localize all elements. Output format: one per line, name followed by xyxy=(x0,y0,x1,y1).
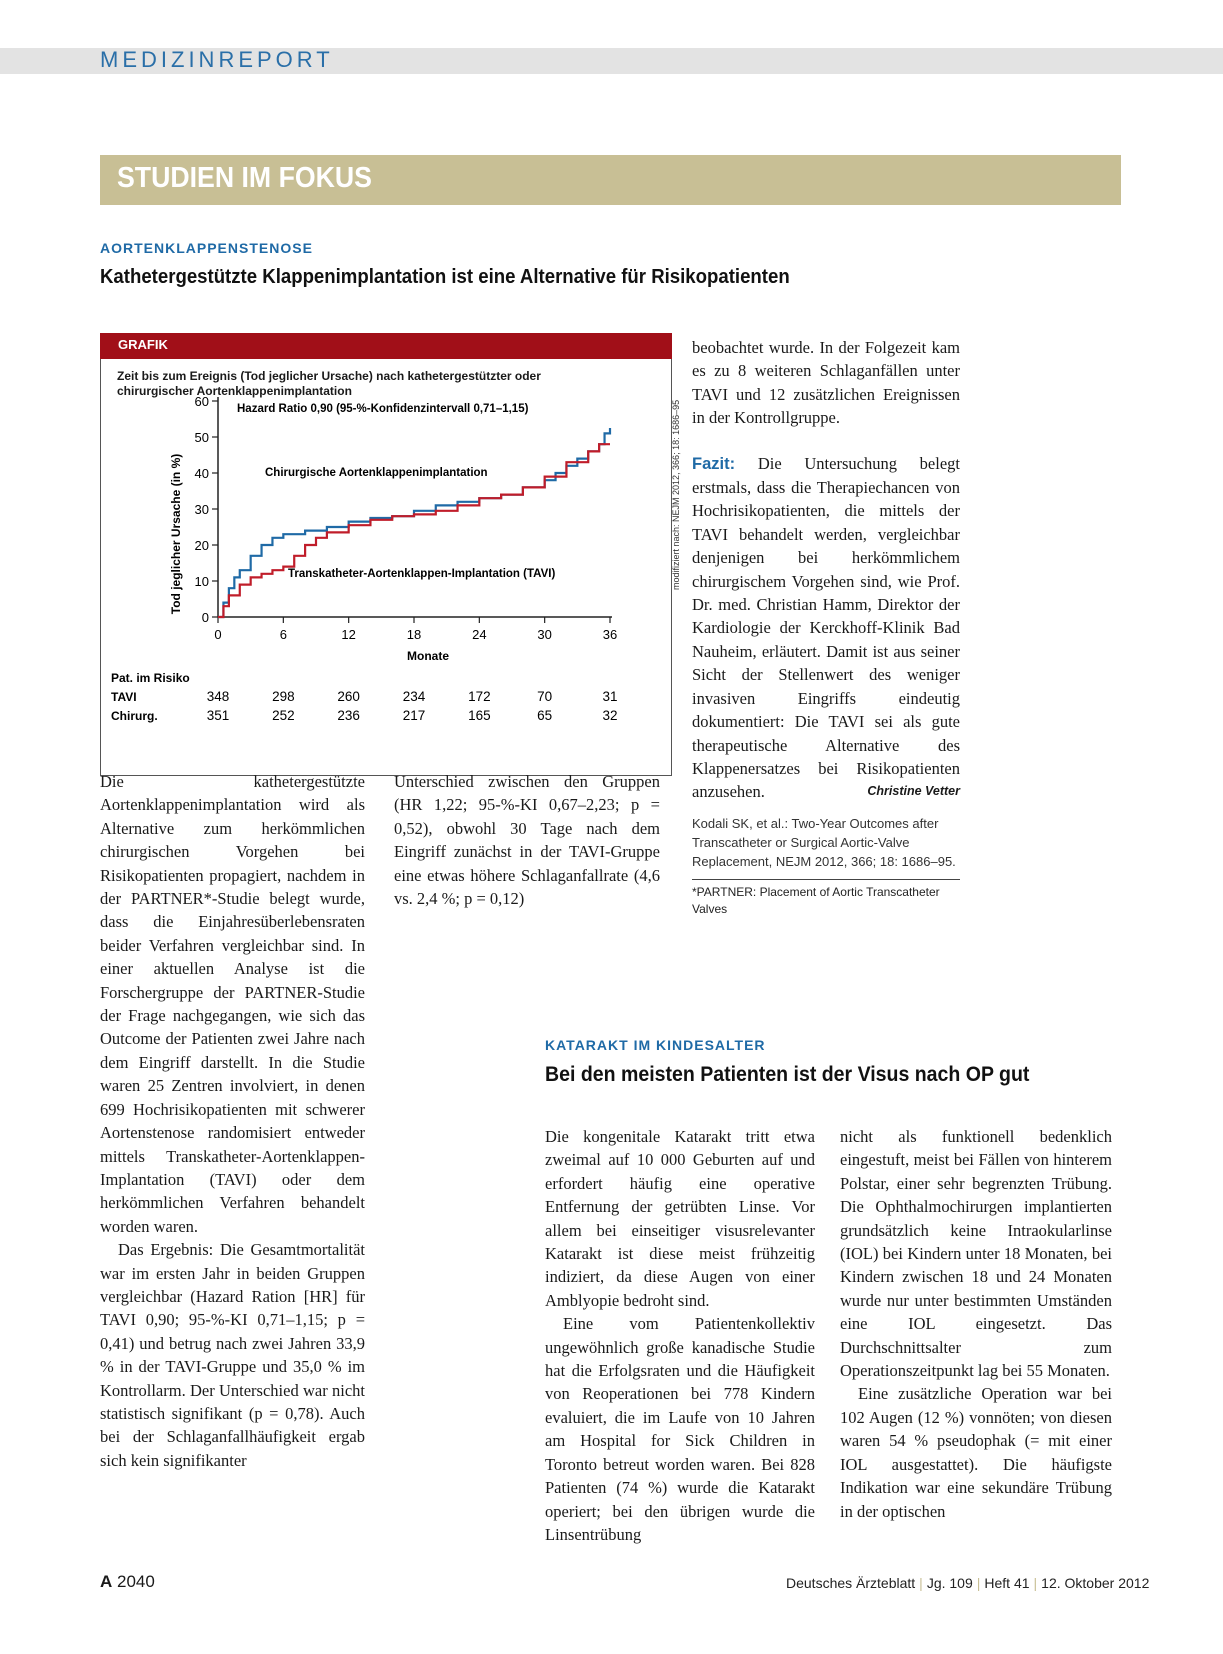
x-tick-label: 0 xyxy=(214,627,222,642)
page-prefix: A xyxy=(100,1572,113,1591)
figure-label-bar xyxy=(100,333,672,359)
page-number-value: 2040 xyxy=(117,1572,155,1591)
risk-table xyxy=(111,689,618,723)
y-tick-label: 30 xyxy=(194,502,209,517)
journal-date: 12. Oktober 2012 xyxy=(1041,1575,1150,1591)
risk-cell: 172 xyxy=(468,689,491,704)
journal-name: Deutsches Ärzteblatt xyxy=(786,1575,916,1591)
chart-series xyxy=(218,428,610,617)
article1-column-2 xyxy=(394,770,660,910)
paragraph: Die kongenitale Katarakt tritt etwa zweimal auf 10 000 Geburten auf und erfordert häufig eine operative Entfernung der getrübten Linse. Vor allem bei einseitiger visusrelevanter Katarakt ist diese meist frühzeitig indiziert, da diese Augen von einer Amblyopie bedroht sind. xyxy=(545,1127,815,1310)
article2-column-1 xyxy=(545,1125,815,1546)
y-tick-label: 40 xyxy=(194,466,209,481)
risk-cell: 298 xyxy=(272,689,295,704)
y-axis-label: Tod jeglicher Ursache (in %) xyxy=(169,453,183,615)
reference: Kodali SK, et al.: Two-Year Outcomes after Transcatheter or Surgical Aortic-Valve Replacement, NEJM 2012, 366; 18: 1686–95. xyxy=(692,815,956,869)
article2-headline: Bei den meisten Patienten ist der Visus nach OP gut xyxy=(545,1063,1030,1086)
section-label: MEDIZINREPORT xyxy=(100,47,334,72)
risk-cell: 234 xyxy=(402,689,426,704)
figure-source: modifiziert nach: NEJM 2012, 366; 18: 1686–95 xyxy=(671,399,681,590)
fazit-label: Fazit: xyxy=(692,454,736,473)
risk-cell: 32 xyxy=(602,708,618,723)
y-tick-label: 10 xyxy=(194,574,209,589)
risk-cell: 70 xyxy=(537,689,553,704)
hazard-ratio-annotation: Hazard Ratio 0,90 (95-%-Konfidenzintervall 0,71–1,15) xyxy=(237,403,529,415)
risk-cell: 236 xyxy=(337,708,360,723)
risk-row-label: Chirurg. xyxy=(111,709,158,723)
risk-cell: 252 xyxy=(272,708,295,723)
risk-cell: 165 xyxy=(468,708,491,723)
series-label-tavi: Transkatheter-Aortenklappen-Implantation (TAVI) xyxy=(288,568,556,580)
paragraph: Die kathetergestützte Aortenklappenimplantation wird als Alternative zum herkömmlichen chirurgischen Vorgehen bei Risikopatienten propagiert, nachdem in der PARTNER*-Studie belegt wurde, dass die Einjahresüberlebensraten beider Verfahren vergleichbar sind. In einer aktuellen Analyse ist die Forschergruppe der PARTNER-Studie der Frage nachgegangen, wie sich das Outcome der Patienten zwei Jahre nach dem Eingriff darstellt. In die Studie waren 25 Zentren involviert, in denen 699 Hochrisikopatienten mit schwerer Aortenstenose randomisiert entweder mittels Transkatheter-Aortenklappen-Implantation (TAVI) oder dem herkömmlichen Verfahren behandelt worden waren. xyxy=(100,772,365,1236)
risk-cell: 260 xyxy=(337,689,360,704)
x-tick-label: 6 xyxy=(279,627,287,642)
article2-kicker: KATARAKT IM KINDESALTER xyxy=(545,1037,766,1053)
journal-volume: Jg. 109 xyxy=(926,1575,973,1591)
risk-row-label: TAVI xyxy=(111,690,137,704)
page-number xyxy=(100,1572,155,1592)
series-line-surgical xyxy=(218,428,610,617)
x-tick-label: 24 xyxy=(472,627,487,642)
journal-info: Deutsches Ärzteblatt | Jg. 109 | Heft 41 | 12. Oktober 2012 xyxy=(786,1575,1150,1591)
article1-column-3 xyxy=(692,336,960,918)
x-tick-label: 30 xyxy=(537,627,552,642)
article1-kicker: AORTENKLAPPENSTENOSE xyxy=(100,240,313,256)
banner-title: STUDIEN IM FOKUS xyxy=(117,162,372,194)
x-tick-label: 18 xyxy=(406,627,422,642)
y-tick-label: 50 xyxy=(194,430,209,445)
km-chart xyxy=(100,359,672,776)
footnote: *PARTNER: Placement of Aortic Transcatheter Valves xyxy=(692,884,940,916)
risk-cell: 348 xyxy=(206,689,230,704)
journal-issue: Heft 41 xyxy=(984,1575,1030,1591)
x-tick-label: 36 xyxy=(602,627,618,642)
risk-cell: 217 xyxy=(402,708,426,723)
risk-cell: 351 xyxy=(206,708,230,723)
fazit-text: Die Untersuchung belegt erstmals, dass die Therapiechancen von Hochrisikopatienten, die mittels der TAVI behandelt werden, vergleichbar denjenigen bei herkömmlichem chirurgischem Vorgehen sind, wie Prof. Dr. med. Christian Hamm, Direktor der Kardiologie der Kerckhoff-Klinik Bad Nauheim, erläutert. Damit ist aus seiner Sicht der Stellenwert des weniger invasiven Eingriffs eindeutig dokumentiert: Die TAVI sei als gute therapeutische Alternative des Klappenersatzes bei Risikopatienten anzusehen. xyxy=(692,453,960,802)
paragraph: beobachtet wurde. In der Folgezeit kam es zu 8 weiteren Schlaganfällen unter TAVI und 12 zusätzlichen Ereignissen in der Kontrollgruppe. xyxy=(692,338,960,428)
series-label-surgical: Chirurgische Aortenklappenimplantation xyxy=(265,467,488,479)
paragraph: Eine vom Patientenkollektiv ungewöhnlich große kanadische Studie hat die Erfolgsraten und die Häufigkeit von Reoperationen bei 778 Kindern evaluiert, die im Laufe von 10 Jahren am Hospital for Sick Children in Toronto betreut worden waren. Bei 828 Patienten (74 %) wurde die Katarakt operiert; bei den übrigen wurde die Linsentrübung xyxy=(545,1314,815,1544)
x-tick-label: 12 xyxy=(341,627,356,642)
article1-column-1 xyxy=(100,770,365,1472)
article1-headline: Kathetergestützte Klappenimplantation ist eine Alternative für Risikopatienten xyxy=(100,266,790,288)
paragraph: nicht als funktionell bedenklich eingestuft, meist bei Fällen von hinterem Polstar, einer sehr begrenzten Trübung. Die Ophthalmochirurgen implantierten grundsätzlich keine Intraokularlinse (IOL) bei Kindern unter 18 Monaten, bei Kindern zwischen 18 und 24 Monaten wurde nur unter bestimmten Umständen eine IOL eingesetzt. Das Durchschnittsalter zum Operationszeitpunkt lag bei 55 Monaten. xyxy=(840,1127,1112,1381)
figure-caption: Zeit bis zum Ereignis (Tod jeglicher Ursache) nach kathetergestützter oder chirurgischer Aortenklappenimplantation xyxy=(117,369,541,398)
y-tick-label: 60 xyxy=(194,394,209,409)
paragraph: Eine zusätzliche Operation war bei 102 Augen (12 %) vonnöten; von diesen waren 54 % pseudophak (= mit einer IOL ausgestattet). Die häufigste Indikation war eine sekundäre Trübung in der optischen xyxy=(840,1384,1112,1521)
y-tick-label: 20 xyxy=(194,538,209,553)
x-axis-label: Monate xyxy=(407,649,449,663)
risk-cell: 65 xyxy=(537,708,553,723)
footnote-divider xyxy=(692,879,960,918)
figure-label: GRAFIK xyxy=(118,337,168,352)
chart-axes xyxy=(195,394,618,642)
y-tick-label: 0 xyxy=(201,610,209,625)
risk-cell: 31 xyxy=(602,689,618,704)
article2-column-2 xyxy=(840,1125,1112,1523)
fazit-paragraph xyxy=(692,452,960,804)
author: Christine Vetter xyxy=(867,784,960,799)
risk-table-header: Pat. im Risiko xyxy=(111,671,190,685)
paragraph: Das Ergebnis: Die Gesamtmortalität war im ersten Jahr in beiden Gruppen vergleichbar (Hazard Ration [HR] für TAVI 0,90; 95-%-KI 0,71–1,15; p = 0,41) und betrug nach zwei Jahren 33,9 % in der TAVI-Gruppe und 35,0 % im Kontrollarm. Der Unterschied war nicht statistisch signifikant (p = 0,78). Auch bei der Schlaganfallhäufigkeit ergab sich kein signifikanter xyxy=(100,1240,365,1470)
paragraph: Unterschied zwischen den Gruppen (HR 1,22; 95-%-KI 0,67–2,23; p = 0,52), obwohl 30 Tage nach dem Eingriff zunächst in der TAVI-Gruppe eine etwas höhere Schlaganfallrate (4,6 vs. 2,4 %; p = 0,12) xyxy=(394,772,660,909)
